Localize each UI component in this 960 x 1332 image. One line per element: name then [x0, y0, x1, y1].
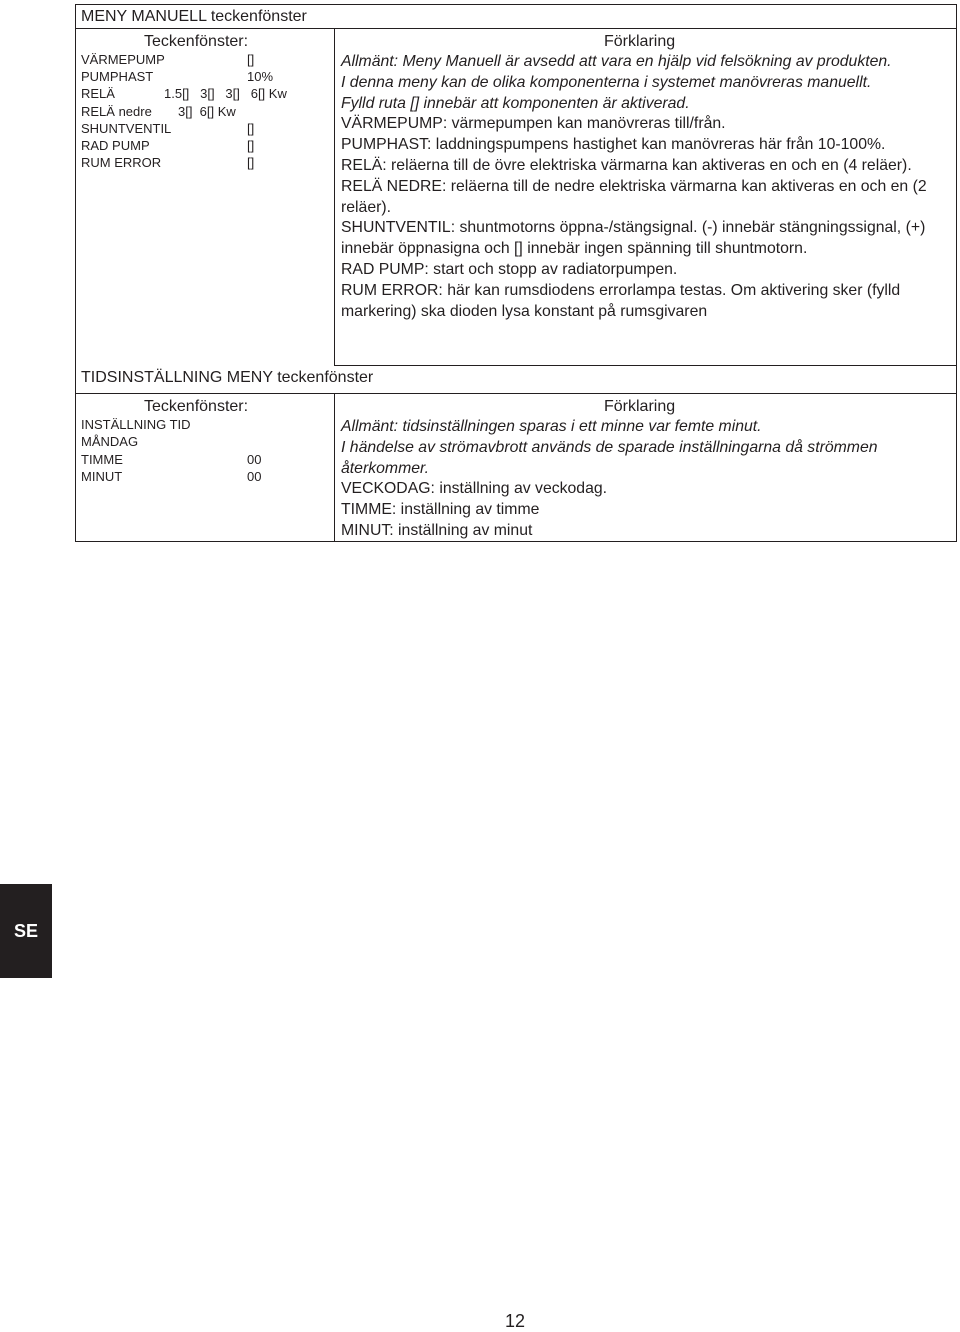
row-label-rela: RELÄ: [81, 86, 115, 101]
explanation-item: [341, 114, 955, 135]
item-text: inställning av veckodag.: [434, 480, 608, 498]
item-text: reläerna till de övre elektriska värmarna kan aktiveras en och en (4 reläer).: [386, 156, 912, 174]
item-term: PUMPHAST:: [341, 136, 432, 154]
item-term: VÄRMEPUMP:: [341, 115, 448, 133]
section1-left-header: Teckenfönster:: [144, 33, 249, 50]
section2-title: TIDSINSTÄLLNING MENY teckenfönster: [81, 369, 374, 386]
section2-left-header: Teckenfönster:: [144, 398, 249, 415]
row-value-pumphast: 10%: [247, 69, 274, 84]
general-line: I händelse av strömavbrott används de sparade inställningarna då strömmen återkommer.: [341, 438, 878, 477]
item-term: TIMME:: [341, 501, 397, 519]
item-text: värmepumpen kan manövreras till/från.: [447, 115, 726, 133]
item-text: reläerna till de nedre elektriska värmarna kan aktiveras en och en (2 reläer).: [341, 177, 927, 216]
title-divider: [75, 28, 957, 29]
explanation-item: [341, 479, 955, 500]
row-label-installning-tid: INSTÄLLNING TID: [81, 417, 191, 432]
column-divider-2: [334, 393, 335, 542]
item-text: laddningspumpens hastighet kan manövreras här från 10-100%.: [431, 136, 886, 154]
row-label-mandag: MÅNDAG: [81, 434, 139, 449]
general-line: Allmänt: Meny Manuell är avsedd att vara en hjälp vid felsökning av produkten.: [341, 53, 892, 70]
explanation-item: [341, 260, 955, 281]
row-label-rela-nedre: RELÄ nedre: [81, 104, 152, 119]
general-line: Fylld ruta [] innebär att komponenten är aktiverad.: [341, 94, 690, 112]
explanation-item: [341, 218, 955, 260]
explanation-item: [341, 500, 955, 521]
item-term: VECKODAG:: [341, 480, 435, 498]
general-line: I denna meny kan de olika komponenterna i systemet manövreras manuellt.: [341, 73, 872, 91]
row-label-shuntventil: SHUNTVENTIL: [81, 121, 172, 136]
column-divider-1: [334, 28, 335, 366]
page-number: 12: [505, 1311, 526, 1331]
table-border-top: [75, 4, 957, 5]
table-border-right: [956, 4, 957, 542]
item-text: shuntmotorns öppna-/stängsignal. (-) innebär stängningssignal, (+) innebär öppnasigna och [] innebär ingen spänning till shuntmotorn.: [341, 219, 926, 258]
item-term: SHUNTVENTIL:: [341, 219, 456, 237]
explanation-item: [341, 177, 955, 219]
language-tab: SE: [0, 884, 52, 978]
explanation-item: [341, 156, 955, 177]
item-term: RUM ERROR:: [341, 281, 443, 299]
row-label-minut: MINUT: [81, 469, 123, 484]
general-line: Allmänt: tidsinställningen sparas i ett minne var femte minut.: [341, 418, 762, 435]
explanation-item: [341, 281, 955, 323]
table-border-left: [75, 4, 76, 542]
row-value-rum-error: []: [247, 155, 255, 170]
row-label-rum-error: RUM ERROR: [81, 155, 162, 170]
section1-explanation: [341, 52, 955, 322]
section2-right-header: Förklaring: [604, 398, 676, 415]
item-text: inställning av minut: [393, 521, 533, 539]
item-term: RAD PUMP:: [341, 260, 429, 278]
section1-right-header: Förklaring: [604, 33, 676, 50]
explanation-item: [341, 135, 955, 156]
item-term: RELÄ:: [341, 156, 387, 174]
item-term: RELÄ NEDRE:: [341, 177, 447, 195]
item-text: start och stopp av radiatorpumpen.: [428, 260, 678, 278]
row-label-timme: TIMME: [81, 452, 123, 467]
item-text: här kan rumsdiodens errorlampa testas. Om aktivering sker (fylld markering) ska dioden lysa konstant på rumsgivaren: [341, 281, 901, 320]
row-value-rela-nedre: 3[] 6[] Kw: [178, 104, 236, 119]
row-value-timme: 00: [247, 452, 262, 467]
section1-title: MENY MANUELL teckenfönster: [81, 8, 307, 25]
section-divider: [334, 365, 957, 366]
row-value-varmepump: []: [247, 52, 255, 67]
section-divider-2: [75, 393, 957, 394]
explanation-item: [341, 521, 955, 542]
row-label-pumphast: PUMPHAST: [81, 69, 154, 84]
item-text: inställning av timme: [396, 501, 540, 519]
row-label-varmepump: VÄRMEPUMP: [81, 52, 165, 67]
item-term: MINUT:: [341, 521, 394, 539]
row-label-rad-pump: RAD PUMP: [81, 138, 150, 153]
row-value-shuntventil: []: [247, 121, 255, 136]
row-value-minut: 00: [247, 469, 262, 484]
row-value-rela: 1.5[] 3[] 3[] 6[] Kw: [164, 86, 287, 101]
section2-explanation: [341, 417, 955, 542]
row-value-rad-pump: []: [247, 138, 255, 153]
